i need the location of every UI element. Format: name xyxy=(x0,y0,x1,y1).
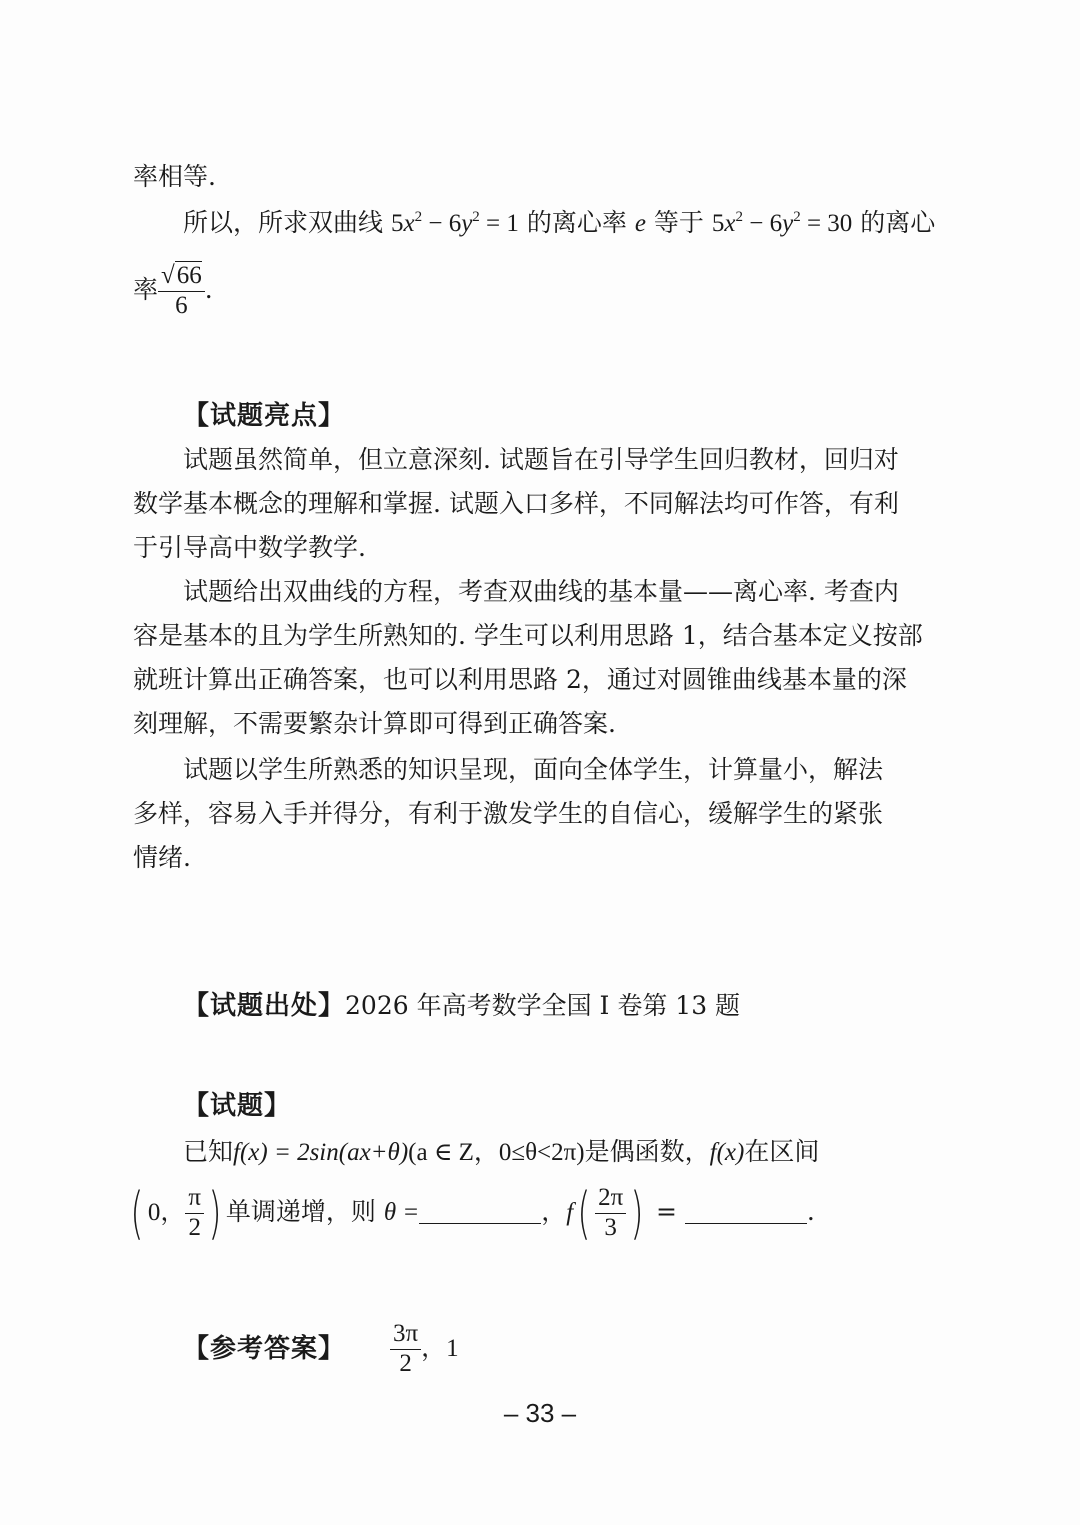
text-line: 于引导高中数学教学. xyxy=(133,533,366,562)
fraction: $\frac{3\pi}{2}$ xyxy=(390,1320,421,1379)
answer-blank[interactable] xyxy=(419,1197,541,1224)
text-line: 数学基本概念的理解和掌握. 试题入口多样，不同解法均可作答，有利 xyxy=(133,489,899,518)
fraction: $\frac{√66}{6}$ xyxy=(158,262,205,321)
section-heading: 【试题亮点】 xyxy=(183,401,346,431)
text-line: 率 $\frac{√66}{6}$ . xyxy=(133,262,213,319)
text-line: 试题给出双曲线的方程，考查双曲线的基本量——离心率. 考查内 xyxy=(183,577,899,606)
equation: $5x^2 - 6y^2 = 1$ xyxy=(390,209,519,237)
answer-heading: 【参考答案】 xyxy=(183,1334,346,1364)
text-line: 容是基本的且为学生所熟知的. 学生可以利用思路 1，结合基本定义按部 xyxy=(133,621,923,650)
page-number: – 33 – xyxy=(503,1398,577,1428)
text-line: 所以，所求双曲线 $5x^2 - 6y^2 = 1$ 的离心率 e 等于 $5x^2 - 6y^2 = 30$ 的离心 xyxy=(183,208,936,237)
text-line: 率相等. xyxy=(133,162,216,191)
question-line: ( 0， $\frac{\pi}{2}$ ) 单调递增，则 θ = ，f( $\frac{2\pi}{3}$ ) = . xyxy=(130,1180,815,1246)
question-line: 已知f(x) = 2sin(ax+θ)(a ∈ Z，0≤θ<2π)是偶函数，f(x)在区间 xyxy=(183,1137,820,1166)
equation: $5x^2 - 6y^2 = 30$ xyxy=(711,209,853,237)
text-line: 就班计算出正确答案，也可以利用思路 2，通过对圆锥曲线基本量的深 xyxy=(133,665,907,694)
answer-value: $\frac{3\pi}{2}$ ，1 xyxy=(390,1318,590,1379)
text-line: 多样，容易入手并得分，有利于激发学生的自信心，缓解学生的紧张 xyxy=(133,799,884,828)
text-line: 试题以学生所熟悉的知识呈现，面向全体学生，计算量小，解法 xyxy=(183,755,884,784)
question-heading: 【试题】 xyxy=(183,1091,292,1121)
fraction: $\frac{2\pi}{3}$ xyxy=(595,1184,626,1243)
text-line: 刻理解，不需要繁杂计算即可得到正确答案. xyxy=(133,709,616,738)
fraction: $\frac{\pi}{2}$ xyxy=(185,1184,204,1243)
text-line: 情绪. xyxy=(133,843,191,872)
answer-blank[interactable] xyxy=(685,1197,807,1224)
text-line: 试题虽然简单，但立意深刻. 试题旨在引导学生回归教材，回归对 xyxy=(183,445,899,474)
source-heading: 【试题出处】2026 年高考数学全国 I 卷第 13 题 xyxy=(183,991,741,1021)
